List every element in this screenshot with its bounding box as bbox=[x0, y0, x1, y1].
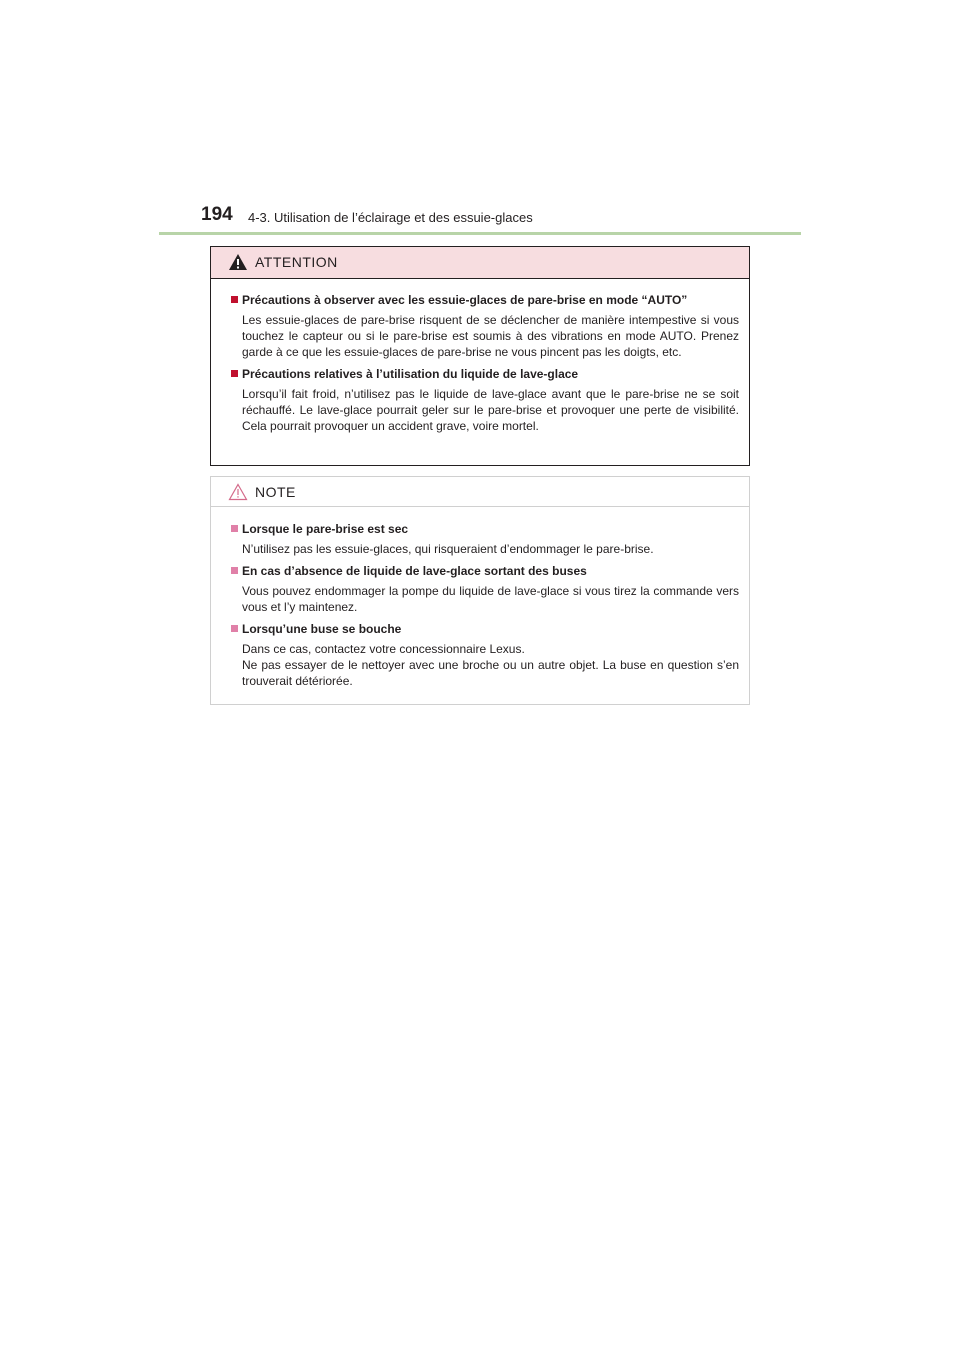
note-item-text-line: Ne pas essayer de le nettoyer avec une broche ou un autre objet. La buse en question s’en trouverait détériorée. bbox=[242, 658, 739, 688]
warning-item-title: Précautions à observer avec les essuie-glaces de pare-brise en mode “AUTO” bbox=[231, 292, 739, 308]
page-header bbox=[159, 200, 801, 234]
note-item-title: En cas d’absence de liquide de lave-glace sortant des buses bbox=[231, 563, 739, 579]
note-item-text-line: Dans ce cas, contactez votre concessionnaire Lexus. bbox=[242, 642, 525, 656]
warning-header bbox=[211, 247, 749, 279]
note-label: NOTE bbox=[255, 484, 296, 500]
warning-item-text: Les essuie-glaces de pare-brise risquent de se déclencher de manière intempestive si vous touchez le capteur ou si le pare-brise est soumis à des vibrations en mode AUTO. Prenez garde à ce que les essuie-glaces de pare-brise ne vous pincent pas les doigts, etc. bbox=[242, 313, 739, 359]
caution-triangle-icon bbox=[228, 483, 248, 501]
bullet-square-icon bbox=[231, 525, 238, 532]
note-item-text: Vous pouvez endommager la pompe du liquide de lave-glace si vous tirez la commande vers vous et l’y maintenez. bbox=[242, 584, 739, 614]
note-item-text bbox=[231, 641, 739, 689]
bullet-square-icon bbox=[231, 625, 238, 632]
header-rule bbox=[159, 232, 801, 235]
note-body bbox=[211, 507, 749, 689]
bullet-square-icon bbox=[231, 567, 238, 574]
warning-item-text: Lorsqu’il fait froid, n’utilisez pas le liquide de lave-glace avant que le pare-brise ne se soit réchauffé. Le lave-glace pourrait geler sur le pare-brise et provoquer une perte de visibilité. Cela pourrait provoquer un accident grave, voire mortel. bbox=[242, 387, 739, 433]
warning-triangle-icon bbox=[228, 253, 248, 271]
bullet-square-icon bbox=[231, 296, 238, 303]
section-title: 4-3. Utilisation de l’éclairage et des essuie-glaces bbox=[248, 210, 533, 225]
page-number: 194 bbox=[201, 204, 233, 225]
warning-item-title: Précautions relatives à l’utilisation du liquide de lave-glace bbox=[231, 366, 739, 382]
note-item-title: Lorsque le pare-brise est sec bbox=[231, 521, 739, 537]
warning-box bbox=[210, 246, 750, 466]
warning-label: ATTENTION bbox=[255, 254, 338, 270]
warning-body bbox=[211, 279, 749, 434]
note-header bbox=[211, 477, 749, 507]
note-item-text: N’utilisez pas les essuie-glaces, qui risqueraient d’endommager le pare-brise. bbox=[242, 542, 654, 556]
note-item-title: Lorsqu’une buse se bouche bbox=[231, 621, 739, 637]
note-box bbox=[210, 476, 750, 705]
bullet-square-icon bbox=[231, 370, 238, 377]
